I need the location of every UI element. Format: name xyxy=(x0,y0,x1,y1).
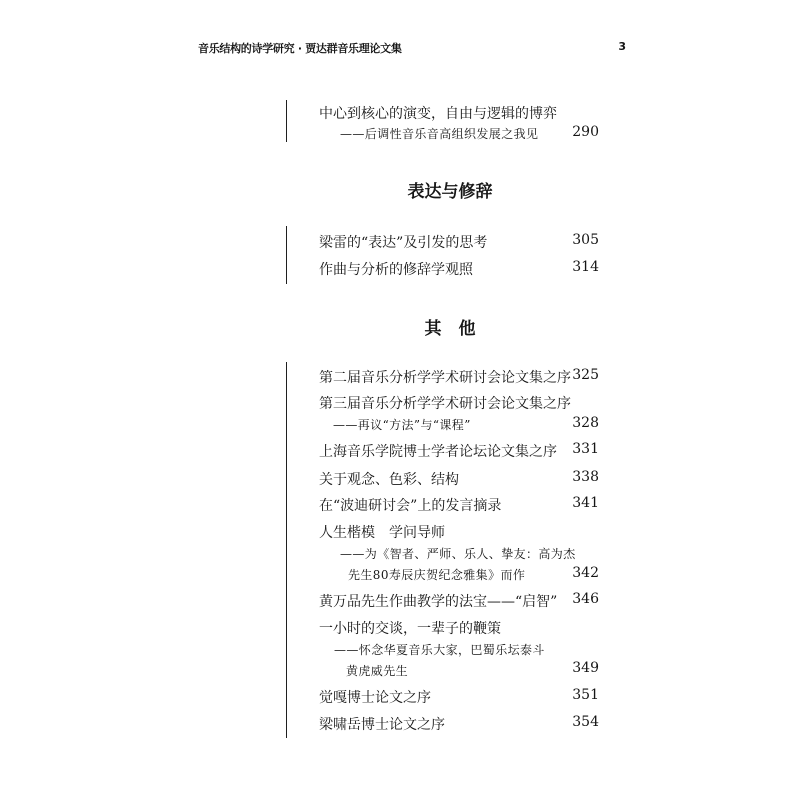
entry-page: 325 xyxy=(572,367,599,383)
entry-title: 作曲与分析的修辞学观照 xyxy=(319,262,473,278)
entry-page: 305 xyxy=(572,232,599,248)
entry-page: 346 xyxy=(572,591,599,607)
entry-subtitle: ——怀念华夏音乐大家，巴蜀乐坛泰斗 xyxy=(334,643,545,657)
entry-page: 341 xyxy=(572,495,599,511)
entry-page: 338 xyxy=(572,469,599,485)
entry-subtitle: ——后调性音乐音高组织发展之我见 xyxy=(340,127,539,141)
entry-page: 349 xyxy=(572,660,599,676)
entry-title: 上海音乐学院博士学者论坛论文集之序 xyxy=(319,444,557,460)
entry-title: 人生楷模 学问导师 xyxy=(319,525,445,541)
entry-page: 328 xyxy=(572,415,599,431)
entry-title: 第二届音乐分析学学术研讨会论文集之序 xyxy=(319,370,571,386)
vertical-rule xyxy=(286,226,287,284)
page-number: 3 xyxy=(618,40,626,53)
entry-title: 黄万品先生作曲教学的法宝——“启智” xyxy=(319,594,558,610)
entry-page: 331 xyxy=(572,441,599,457)
section-title: 表达与修辞 xyxy=(407,182,493,202)
entry-subtitle: ——为《智者、严师、乐人、挚友：高为杰 xyxy=(340,547,576,561)
running-header xyxy=(198,40,626,60)
entry-title: 一小时的交谈，一辈子的鞭策 xyxy=(319,621,501,637)
entry-title: 觉嘎博士论文之序 xyxy=(319,690,431,706)
entry-subtitle-cont: 先生80寿辰庆贺纪念雅集》而作 xyxy=(348,568,526,582)
entry-title: 梁雷的“表达”及引发的思考 xyxy=(319,235,488,251)
entry-title: 第三届音乐分析学学术研讨会论文集之序 xyxy=(319,396,571,412)
entry-title: 关于观念、色彩、结构 xyxy=(319,472,459,488)
entry-page: 342 xyxy=(572,565,599,581)
vertical-rule xyxy=(286,362,287,738)
vertical-rule xyxy=(286,100,287,142)
entry-subtitle: ——再议“方法”与“课程” xyxy=(333,418,471,432)
entry-page: 290 xyxy=(572,124,599,140)
entry-title: 中心到核心的演变，自由与逻辑的博弈 xyxy=(319,106,557,122)
book-title: 音乐结构的诗学研究 · 贾达群音乐理论文集 xyxy=(198,42,402,55)
entry-title: 在“波迪研讨会”上的发言摘录 xyxy=(319,498,502,514)
entry-page: 314 xyxy=(572,259,599,275)
entry-subtitle-cont: 黄虎威先生 xyxy=(346,664,409,678)
entry-title: 梁啸岳博士论文之序 xyxy=(319,717,445,733)
entry-page: 351 xyxy=(572,687,599,703)
entry-page: 354 xyxy=(572,714,599,730)
section-title: 其 他 xyxy=(424,319,476,339)
